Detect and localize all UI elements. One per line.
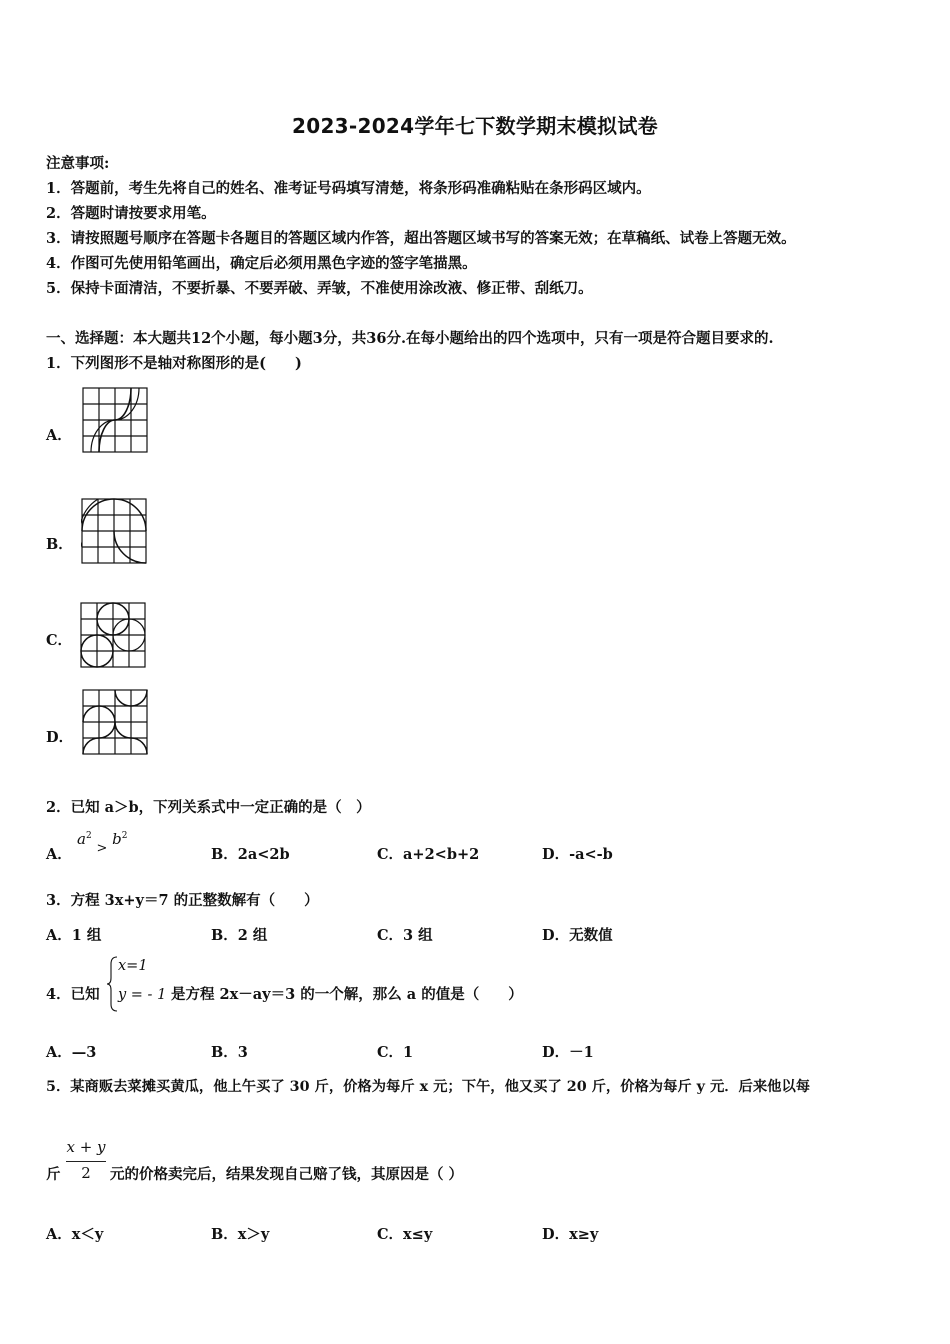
q5-fraction-bar	[66, 1161, 106, 1162]
q1-figure-b	[81, 498, 147, 564]
q4-option-a: A．—3	[46, 1044, 97, 1061]
notice-item-5: 5．保持卡面清洁，不要折暴、不要弄破、弄皱，不准使用涂改液、修正带、刮纸刀。	[46, 280, 593, 297]
notice-item-2: 2．答题时请按要求用笔。	[46, 205, 216, 222]
q1-option-c-label: C．	[46, 632, 73, 649]
q5-pre: 斤	[46, 1166, 61, 1183]
q2-a-relation: >	[96, 841, 108, 856]
q1-figure-c	[80, 602, 146, 668]
q5-fraction-denominator: 2	[81, 1164, 91, 1182]
q3-option-a: A．1 组	[46, 927, 102, 944]
q3-option-d: D．无数值	[542, 927, 613, 944]
q1-figure-d	[82, 689, 148, 755]
q1-figure-a	[82, 387, 148, 453]
q1-option-a-label: A．	[46, 427, 72, 444]
q5-option-a: A．x＜y	[46, 1226, 104, 1243]
q4-post: 是方程 2x－ay＝3 的一个解，那么 a 的值是（ ）	[171, 986, 523, 1003]
q5-option-d: D．x≥y	[542, 1226, 599, 1243]
q3-option-c: C．3 组	[377, 927, 433, 944]
q2-option-a-expression	[77, 830, 128, 856]
q4-pre: 4．已知	[46, 986, 100, 1003]
q4-system-eq1: x=1	[118, 958, 148, 974]
q2-option-a	[46, 843, 72, 864]
notice-heading: 注意事项:	[46, 155, 110, 172]
q2-a-base1: a	[77, 830, 86, 848]
notice-item-3: 3．请按照题号顺序在答题卡各题目的答题区域内作答，超出答题区域书写的答案无效；在草稿纸、试卷上答题无效。	[46, 230, 796, 247]
notice-item-4: 4．作图可先使用铅笔画出，确定后必须用黑色字迹的签字笔描黑。	[46, 255, 477, 272]
q2-a-exp2: 2	[121, 831, 128, 841]
exam-title: 2023-2024学年七下数学期末模拟试卷	[292, 114, 658, 138]
q5-fraction-numerator: x + y	[66, 1138, 106, 1156]
notice-item-1: 1．答题前，考生先将自己的姓名、准考证号码填写清楚，将条形码准确粘贴在条形码区域内。	[46, 180, 651, 197]
q1-option-d-label: D．	[46, 729, 74, 746]
q3-stem: 3．方程 3x+y＝7 的正整数解有（ ）	[46, 892, 319, 909]
q5-option-c: C．x≤y	[377, 1226, 433, 1243]
q4-option-d: D．－1	[542, 1044, 594, 1061]
q2-a-base2: b	[112, 830, 122, 848]
q2-option-c: C．a+2<b+2	[377, 846, 480, 863]
q1-option-b-label: B．	[46, 536, 73, 553]
q2-option-b: B．2a<2b	[211, 846, 290, 863]
q5-fraction	[64, 1138, 108, 1188]
q5-stem: 5．某商贩去菜摊买黄瓜，他上午买了 30 斤，价格为每斤 x 元；下午，他又买了 20 斤，价格为每斤 y 元．后来他以每	[46, 1079, 811, 1095]
q4-option-c: C．1	[377, 1044, 414, 1061]
q4-option-b: B．3	[211, 1044, 248, 1061]
q3-option-b: B．2 组	[211, 927, 268, 944]
q2-option-d: D．-a<-b	[542, 846, 613, 863]
section-heading: 一、选择题：本大题共12个小题，每小题3分，共36分.在每小题给出的四个选项中，只有一项是符合题目要求的.	[46, 330, 774, 347]
q2-option-a-label: A．	[46, 846, 72, 863]
q4-system-brace	[106, 956, 118, 1012]
q2-a-exp1: 2	[85, 831, 92, 841]
q2-stem: 2．已知 a＞b，下列关系式中一定正确的是（ ）	[46, 799, 371, 816]
q1-stem: 1．下列图形不是轴对称图形的是( )	[46, 355, 302, 372]
q4-system-eq2: y = - 1	[118, 987, 167, 1003]
q5-option-b: B．x＞y	[211, 1226, 270, 1243]
q5-post: 元的价格卖完后，结果发现自己赔了钱，其原因是（ ）	[110, 1166, 464, 1183]
